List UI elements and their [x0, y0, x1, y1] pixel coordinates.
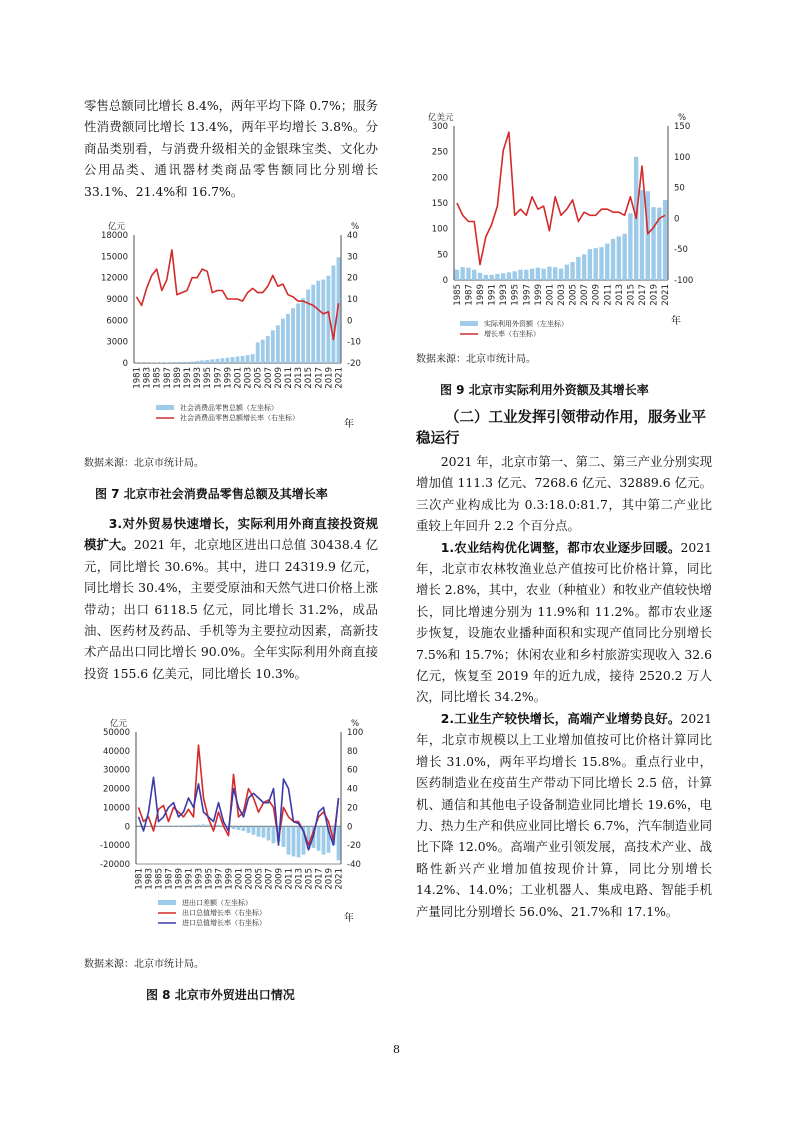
fig8-right-tick: 40: [347, 784, 358, 795]
fig8-legend-label: 进出口差额（左坐标）: [182, 899, 252, 907]
figure-8-svg: [86, 705, 382, 943]
fig7-legend-label: 社会消费品零售总额（左坐标）: [180, 404, 278, 412]
fig8-bar: [322, 826, 326, 854]
fig9-bar: [460, 267, 464, 280]
fig9-left-tick: 50: [437, 250, 448, 261]
fig8-x-label: 年: [344, 913, 354, 924]
fig8-right-tick: 80: [347, 746, 358, 757]
fig9-bar: [513, 271, 517, 280]
fig9-left-tick: 100: [431, 224, 448, 235]
fig7-bar: [165, 362, 169, 363]
fig8-bar: [172, 826, 176, 827]
fig9-bar: [570, 262, 574, 280]
fig9-bar: [484, 275, 488, 280]
fig8-x-ticks: [135, 868, 345, 890]
fig7-left-tick: 6000: [106, 316, 128, 327]
fig7-legend-swatch-bar: [156, 405, 174, 410]
fig8-left-tick: -20000: [99, 860, 130, 870]
fig7-x-tick: 1989: [172, 367, 183, 389]
fig7-bar: [200, 360, 204, 363]
fig8-left-unit: 亿元: [110, 719, 128, 729]
fig7-left-tick: 15000: [100, 252, 128, 263]
fig8-bar: [252, 826, 256, 834]
fig9-bar: [594, 248, 598, 280]
fig7-bar: [220, 358, 224, 363]
fig9-x-tick: 2019: [649, 284, 660, 306]
fig8-bar: [202, 824, 206, 826]
fig9-bar: [582, 254, 586, 280]
fig8-bar: [292, 826, 296, 856]
fig9-x-tick: 2001: [545, 284, 556, 306]
fig8-bar: [317, 826, 321, 851]
fig7-x-tick: 1987: [162, 367, 173, 389]
fig8-bar: [337, 826, 341, 860]
fig9-x-tick: 1985: [452, 284, 463, 306]
fig7-bar: [190, 362, 194, 363]
right-column-text: [416, 451, 716, 922]
fig9-bar: [501, 273, 505, 280]
fig9-bar: [507, 272, 511, 280]
fig7-x-tick: 2003: [243, 367, 254, 389]
fig8-x-tick: 2011: [284, 868, 295, 890]
fig8-left-tick: 50000: [102, 728, 130, 738]
fig9-bar: [547, 267, 551, 280]
figure-7-chart: [86, 205, 382, 440]
fig9-bar: [651, 207, 655, 280]
fig7-bar: [251, 354, 255, 363]
fig9-x-tick: 1993: [499, 284, 510, 306]
fig8-right-tick: -40: [347, 860, 361, 870]
fig9-bar: [599, 247, 603, 280]
fig8-left-tick: 0: [124, 822, 130, 833]
fig7-right-tick: 0: [347, 316, 353, 327]
fig8-x-tick: 2021: [334, 868, 345, 890]
fig9-bar: [611, 239, 615, 280]
fig8-bar: [177, 825, 181, 826]
figure-8-source: 数据来源：北京市统计局。: [84, 959, 204, 970]
fig9-bar: [640, 190, 644, 280]
fig7-bar: [271, 330, 275, 363]
fig8-bar: [247, 826, 251, 833]
fig8-legend: [158, 898, 266, 927]
fig7-bar: [195, 361, 199, 363]
fig8-x-tick: 1995: [204, 868, 215, 890]
fig7-x-tick: 1985: [152, 367, 163, 389]
fig8-bar: [217, 825, 221, 826]
fig7-bar: [276, 325, 280, 363]
left-column: [84, 95, 382, 202]
fig8-legend-label: 进口总值增长率（右坐标）: [182, 919, 266, 927]
figure-9-source: 数据来源：北京市统计局。: [416, 354, 536, 365]
fig9-x-tick: 1989: [476, 284, 487, 306]
fig9-x-tick: 1997: [522, 284, 533, 306]
paragraph-industry: [416, 708, 716, 922]
fig7-x-tick: 2009: [273, 367, 284, 389]
fig8-x-tick: 2019: [324, 868, 335, 890]
fig7-x-tick: 2001: [233, 367, 244, 389]
fig7-bar: [321, 279, 325, 363]
fig7-right-tick: -20: [347, 359, 361, 369]
fig9-legend: [460, 319, 568, 338]
fig7-bar: [205, 360, 209, 363]
fig7-bar: [175, 362, 179, 363]
fig8-x-tick: 1987: [164, 868, 175, 890]
fig7-bar: [286, 314, 290, 363]
fig9-right-tick: -100: [674, 276, 694, 286]
fig9-bar: [605, 244, 609, 280]
fig8-x-tick: 2007: [264, 868, 275, 890]
fig7-bar: [311, 285, 315, 363]
fig9-x-tick: 2013: [614, 284, 625, 306]
fig7-x-ticks: [133, 367, 345, 389]
fig7-bar: [170, 362, 174, 363]
fig9-left-tick: 150: [431, 199, 448, 209]
fig9-legend-label: 实际利用外资额（左坐标）: [484, 320, 568, 328]
paragraph-trade-heading: 3.对外贸易快速增长，实际利用外商直接投资规模扩大。: [84, 516, 378, 553]
fig8-bar: [257, 826, 261, 836]
fig9-line-red: [457, 132, 665, 264]
fig7-right-tick: 40: [347, 231, 358, 241]
fig7-bar: [261, 340, 265, 363]
paragraph-trade: [84, 513, 378, 684]
fig9-bar: [495, 274, 499, 280]
fig7-bar: [241, 356, 245, 363]
fig9-x-label: 年: [671, 316, 681, 327]
fig7-bar: [215, 359, 219, 363]
fig9-right-tick: 50: [674, 183, 685, 194]
fig7-bar: [281, 319, 285, 363]
fig9-legend-swatch-bar: [460, 321, 478, 326]
fig7-legend-label: 社会消费品零售总额增长率（右坐标）: [180, 414, 299, 422]
fig9-left-tick: 250: [431, 147, 448, 158]
left-column-trade: [84, 513, 378, 684]
fig8-x-tick: 1981: [134, 868, 145, 890]
fig9-bar: [622, 234, 626, 280]
fig7-right-tick: -10: [347, 337, 361, 348]
fig7-x-tick: 2021: [334, 367, 345, 389]
fig9-x-tick: 2009: [591, 284, 602, 306]
figure-9-svg: [416, 108, 712, 338]
fig8-right-tick: -20: [347, 841, 361, 852]
fig7-right-unit: %: [350, 222, 360, 232]
fig8-x-tick: 1991: [184, 868, 195, 890]
paragraph-agriculture-body: 2021 年，北京市农林牧渔业总产值按可比价格计算，同比增长 2.8%，其中，农业（种植业）和牧业产值较快增长，同比增速分别为 11.9%和 11.2%。都市农业逐步恢复，设施农业播种面积和实现产值同比分别增长 7.5%和 15.7%；休闲农业和乡村旅游实现收入 32.6 亿元，恢复至 2019 年的近九成，接待 2520.2 万人次，同比增长 34.2%。: [416, 539, 716, 705]
fig9-bar: [489, 275, 493, 280]
fig7-bar: [296, 303, 300, 363]
fig9-x-tick: 2005: [568, 284, 579, 306]
fig9-bar: [536, 268, 540, 280]
fig7-bar: [256, 342, 260, 363]
fig9-bar: [524, 270, 528, 280]
fig8-bar: [287, 826, 291, 854]
fig9-bar: [472, 270, 476, 280]
fig8-bar: [242, 826, 246, 831]
fig7-legend: [156, 403, 299, 422]
fig8-x-tick: 1989: [174, 868, 185, 890]
fig7-x-tick: 1993: [193, 367, 204, 389]
paragraph-agriculture-heading: 1.农业结构优化调整，都市农业逐步回暖。: [440, 539, 681, 555]
fig8-right-tick: 100: [347, 728, 364, 738]
fig7-bars: [135, 257, 341, 363]
fig9-bar: [518, 270, 522, 280]
fig8-bar: [237, 826, 241, 830]
fig7-x-tick: 1991: [183, 367, 194, 389]
fig7-x-tick: 2007: [263, 367, 274, 389]
fig7-x-tick: 2017: [314, 367, 325, 389]
fig9-x-tick: 1999: [533, 284, 544, 306]
paragraph-consumption: 零售总额同比增长 8.4%，两年平均下降 0.7%；服务性消费额同比增长 13.4%，两年平均增长 3.8%。分商品类别看，与消费升级相关的金银珠宝类、文化办公用品类、通讯器材类商品零售额同比分别增长 33.1%、21.4%和 16.7%。: [84, 98, 382, 199]
fig7-bar: [301, 298, 305, 363]
figure-7-svg: [86, 205, 382, 440]
fig8-left-tick: -10000: [99, 841, 130, 852]
figure-9-caption: 图 9 北京市实际利用外资额及其增长率: [440, 383, 649, 397]
fig9-right-tick: -50: [674, 245, 688, 256]
fig7-x-tick: 2011: [283, 367, 294, 389]
fig8-bar: [297, 826, 301, 857]
fig8-left-tick: 40000: [102, 746, 130, 757]
fig9-x-tick: 2011: [603, 284, 614, 306]
fig9-x-tick: 1987: [464, 284, 475, 306]
fig7-bar: [306, 289, 310, 363]
fig9-right-tick: 0: [674, 214, 680, 225]
fig9-bar: [576, 257, 580, 280]
fig8-bar: [207, 825, 211, 827]
fig8-bar: [182, 825, 186, 826]
fig9-right-tick: 150: [674, 122, 691, 132]
fig8-bar: [272, 826, 276, 843]
fig8-right-unit: %: [350, 719, 360, 729]
fig8-x-tick: 1993: [194, 868, 205, 890]
fig7-x-label: 年: [344, 419, 354, 430]
fig8-bar: [192, 825, 196, 826]
fig7-left-tick: 18000: [100, 231, 128, 241]
fig7-x-tick: 1997: [213, 367, 224, 389]
fig9-bar: [559, 269, 563, 280]
fig9-bar: [646, 191, 650, 280]
fig9-left-tick: 300: [431, 122, 448, 132]
fig7-bar: [266, 336, 270, 363]
fig7-x-tick: 1981: [132, 367, 143, 389]
fig7-bar: [160, 362, 164, 363]
fig8-bar: [157, 826, 161, 827]
fig8-x-tick: 2003: [244, 868, 255, 890]
fig8-legend-label: 出口总值增长率（右坐标）: [182, 909, 266, 917]
fig9-bar: [663, 200, 667, 280]
fig8-right-tick: 20: [347, 803, 358, 814]
fig9-bar: [455, 270, 459, 280]
fig9-bar: [541, 269, 545, 280]
fig8-x-tick: 2013: [294, 868, 305, 890]
fig8-right-tick: 0: [347, 822, 353, 833]
fig8-left-tick: 20000: [102, 784, 130, 795]
fig9-bar: [530, 269, 534, 280]
figure-8-chart: [86, 705, 382, 943]
fig8-bar: [197, 825, 201, 827]
paragraph-agriculture: [416, 537, 716, 708]
page-number: 8: [393, 1043, 400, 1056]
fig8-legend-swatch-bar: [158, 900, 176, 905]
fig7-bar: [291, 308, 295, 363]
fig9-bar: [628, 213, 632, 280]
fig8-x-tick: 1985: [154, 868, 165, 890]
fig9-bar: [478, 273, 482, 280]
fig7-bar: [210, 359, 214, 363]
fig8-bar: [232, 826, 236, 829]
fig9-bar: [588, 249, 592, 280]
fig8-bar: [267, 826, 271, 840]
fig9-left-unit: 亿美元: [428, 113, 454, 123]
fig8-right-tick: 60: [347, 765, 358, 776]
fig8-x-tick: 1997: [214, 868, 225, 890]
fig7-bar: [316, 281, 320, 363]
fig7-x-tick: 2015: [304, 367, 315, 389]
fig7-left-tick: 3000: [106, 337, 128, 348]
fig9-x-tick: 2003: [557, 284, 567, 306]
paragraph-trade-body: 2021 年，北京地区进出口总值 30438.4 亿元，同比增长 30.6%。其中，进口 24319.9 亿元，同比增长 30.4%，主要受原油和天然气进口价格上涨带动；出口 6118.5 亿元，同比增长 31.2%，成品油、医药材及药品、手机等为主要拉动因素，高新技术产品出口同比增长 90.0%。全年实际利用外商直接投资 155.6 亿美元，同比增长 10.3%。: [84, 537, 379, 681]
fig9-legend-label: 增长率（右坐标）: [484, 330, 540, 338]
fig9-x-tick: 1995: [510, 284, 521, 306]
fig8-x-tick: 2015: [304, 868, 315, 890]
fig7-left-tick: 12000: [100, 273, 128, 284]
fig8-bar: [262, 826, 266, 837]
fig8-x-tick: 2009: [274, 868, 285, 890]
fig9-x-tick: 2021: [661, 284, 672, 306]
fig7-bar: [185, 362, 189, 363]
fig9-x-tick: 1991: [487, 284, 498, 306]
fig9-x-ticks: [453, 284, 671, 306]
fig8-x-tick: 1999: [224, 868, 235, 890]
fig9-x-tick: 2015: [626, 284, 637, 306]
paragraph-industry-body: 2021 年，北京市规模以上工业增加值按可比价格计算同比增长 31.0%，两年平均增长 15.8%。重点行业中，医药制造业在疫苗生产带动下同比增长 2.5 倍，计算机、通信和其他电子设备制造业同比增长 19.6%，电力、热力生产和供应业同比增长 6.7%，汽车制造业同比下降 12.0%。高端产业引领发展，高技术产业、战略性新兴产业增加值按现价计算，同比分别增长 14.2%、14.0%；工业机器人、集成电路、智能手机产量同比分别增长 56.0%、21.7%和 17.1%。: [416, 710, 716, 919]
fig8-bar: [282, 826, 286, 847]
fig8-left-tick: 30000: [102, 765, 130, 776]
fig8-x-tick: 2001: [234, 868, 245, 890]
fig7-left-unit: 亿元: [108, 222, 126, 232]
fig7-x-tick: 1999: [223, 367, 234, 389]
fig8-x-tick: 2005: [254, 868, 265, 890]
fig7-right-tick: 10: [347, 295, 358, 305]
fig9-left-tick: 0: [442, 276, 448, 286]
fig7-left-tick: 0: [122, 359, 128, 369]
fig9-x-tick: 2007: [580, 284, 591, 306]
section-title: （二）工业发挥引领带动作用，服务业平稳运行: [416, 410, 706, 447]
fig8-bar: [187, 825, 191, 826]
fig8-x-tick: 1983: [144, 868, 155, 890]
fig7-bar: [231, 357, 235, 363]
fig9-right-tick: 100: [674, 152, 691, 163]
fig9-bar: [617, 236, 621, 280]
fig7-bar: [332, 265, 336, 363]
fig9-x-tick: 2017: [637, 284, 648, 306]
fig7-bar: [236, 356, 240, 363]
fig7-x-tick: 2019: [324, 367, 335, 389]
fig9-right-unit: %: [677, 113, 687, 123]
fig8-x-tick: 2017: [314, 868, 325, 890]
fig7-bar: [225, 358, 229, 363]
fig7-x-tick: 1995: [203, 367, 214, 389]
fig7-x-tick: 1983: [142, 367, 153, 389]
paragraph-industry-heading: 2.工业生产较快增长，高端产业增势良好。: [440, 710, 681, 726]
fig7-right-tick: 20: [347, 273, 358, 284]
figure-8-caption: 图 8 北京市外贸进出口情况: [146, 988, 295, 1002]
figure-7-source: 数据来源：北京市统计局。: [84, 458, 204, 469]
fig7-x-tick: 2005: [253, 367, 264, 389]
fig7-left-tick: 9000: [106, 295, 128, 305]
fig7-bar: [180, 362, 184, 363]
figure-9-chart: [416, 108, 712, 338]
paragraph-industry-structure: 2021 年，北京市第一、第二、第三产业分别实现增加值 111.3 亿元、7268.6 亿元、32889.6 亿元。三次产业构成比为 0.3:18.0:81.7，其中第二产业比重较上年回升 2.2 个百分点。: [416, 454, 712, 534]
fig7-bar: [246, 355, 250, 363]
fig7-right-tick: 30: [347, 252, 358, 263]
fig8-bar: [167, 826, 171, 827]
fig8-left-tick: 10000: [102, 803, 130, 814]
fig9-bar: [565, 265, 569, 280]
fig9-bar: [553, 267, 557, 280]
fig9-bar: [466, 268, 470, 280]
figure-7-caption: 图 7 北京市社会消费品零售总额及其增长率: [95, 487, 328, 501]
fig7-x-tick: 2013: [294, 367, 305, 389]
fig9-left-tick: 200: [431, 173, 448, 184]
